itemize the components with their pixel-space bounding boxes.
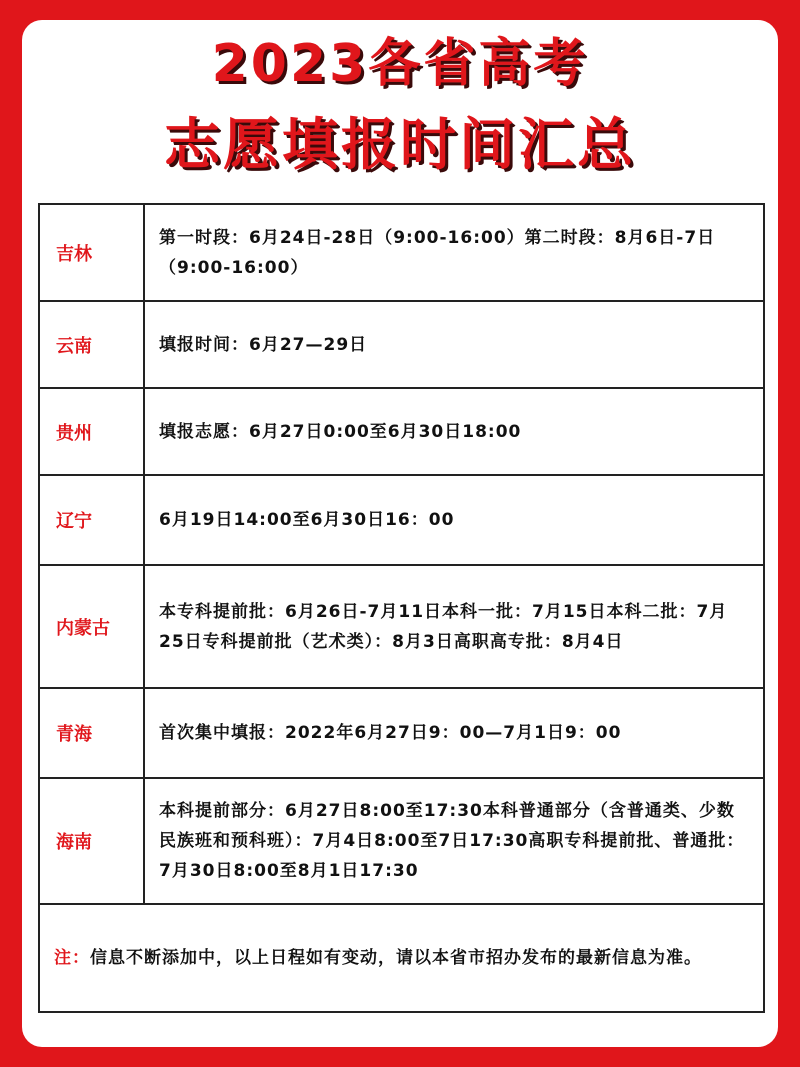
- schedule-table: [38, 203, 765, 1013]
- note-text: 信息不断添加中，以上日程如有变动，请以本省市招办发布的最新信息为准。: [90, 948, 702, 968]
- page-title-line-1: 2023各省高考: [211, 34, 589, 94]
- table-row-neimenggu: [39, 565, 764, 688]
- schedule-detail: 填报时间：6月27—29日: [144, 301, 764, 388]
- schedule-detail: 6月19日14:00至6月30日16：00: [144, 475, 764, 565]
- schedule-detail: 第一时段：6月24日-28日（9:00-16:00）第二时段：8月6日-7日（9:00-16:00）: [144, 204, 764, 301]
- table-row-yunnan: [39, 301, 764, 388]
- schedule-detail: 首次集中填报：2022年6月27日9：00—7月1日9：00: [144, 688, 764, 778]
- province-name: 辽宁: [39, 475, 144, 565]
- province-name: 海南: [39, 778, 144, 904]
- table-row-hainan: [39, 778, 764, 904]
- page-title-line-2: 志愿填报时间汇总: [164, 113, 636, 178]
- schedule-detail: 填报志愿：6月27日0:00至6月30日18:00: [144, 388, 764, 475]
- table-row-note: [39, 904, 764, 1012]
- note-cell: [39, 904, 764, 1012]
- note-label: 注：: [54, 948, 90, 968]
- province-name: 贵州: [39, 388, 144, 475]
- province-name: 云南: [39, 301, 144, 388]
- table-row-guizhou: [39, 388, 764, 475]
- province-name: 青海: [39, 688, 144, 778]
- province-name: 内蒙古: [39, 565, 144, 688]
- table-row-liaoning: [39, 475, 764, 565]
- province-name: 吉林: [39, 204, 144, 301]
- table-row-qinghai: [39, 688, 764, 778]
- table-row-jilin: [39, 204, 764, 301]
- schedule-detail: 本科提前部分：6月27日8:00至17:30本科普通部分（含普通类、少数民族班和预科班）：7月4日8:00至7日17:30高职专科提前批、普通批：7月30日8:00至8月1日17:30: [144, 778, 764, 904]
- schedule-detail: 本专科提前批：6月26日-7月11日本科一批：7月15日本科二批：7月25日专科提前批（艺术类）：8月3日高职高专批：8月4日: [144, 565, 764, 688]
